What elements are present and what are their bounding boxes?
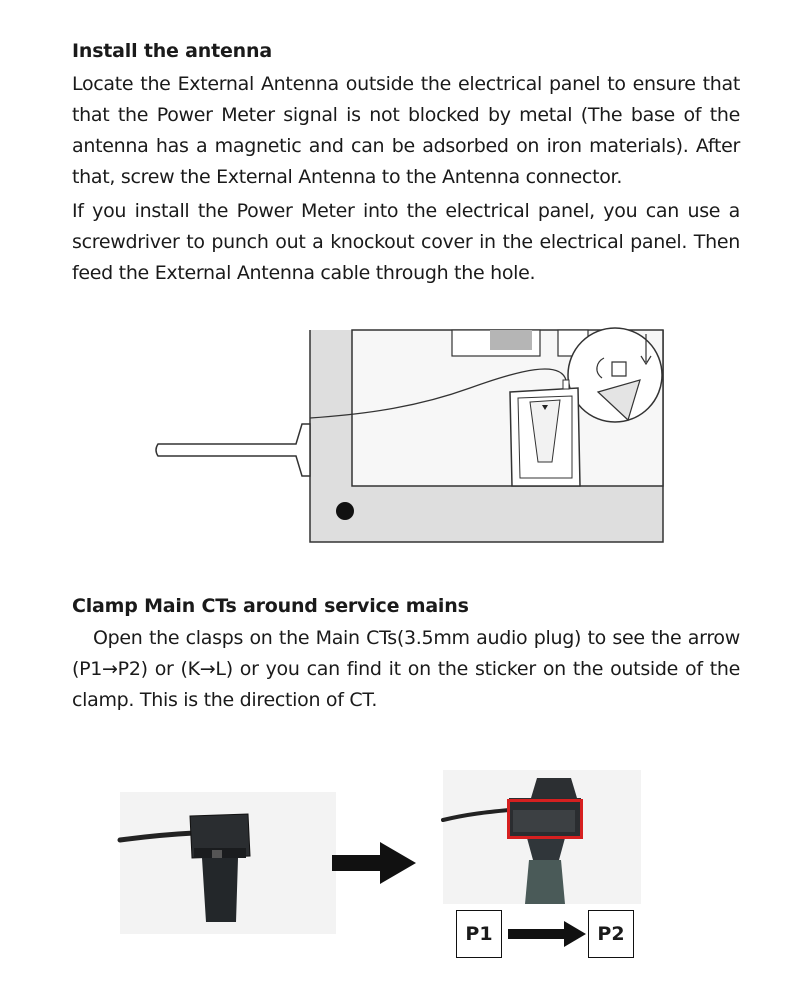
direction-arrow-icon — [508, 920, 588, 948]
label-p2: P2 — [588, 910, 634, 958]
paragraph-knockout-cover: If you install the Power Meter into the electrical panel, you can use a screwdriver to punch out a knockout cover in the electrical panel. Then feed the External Antenna cable through the hole. — [72, 200, 740, 284]
antenna-install-illustration — [150, 325, 670, 550]
section-heading-clamp-cts: Clamp Main CTs around service mains — [72, 595, 469, 617]
paragraph-ct-direction: Open the clasps on the Main CTs(3.5mm audio plug) to see the arrow (P1→P2) or (K→L) or you can find it on the sticker on the outside of the clamp. This is the direction of CT. — [72, 627, 740, 711]
section-heading-install-antenna: Install the antenna — [72, 40, 272, 62]
arrow-right-icon — [330, 838, 420, 888]
ct-clamp-closed-photo — [120, 792, 336, 934]
highlight-box — [507, 799, 583, 839]
label-p1: P1 — [456, 910, 502, 958]
paragraph-antenna-location: Locate the External Antenna outside the electrical panel to ensure that that the Power Meter signal is not blocked by metal (The base of the antenna has a magnetic and can be adsorbed on iron materials). After that, screw the External Antenna to the Antenna connector. — [72, 73, 740, 188]
